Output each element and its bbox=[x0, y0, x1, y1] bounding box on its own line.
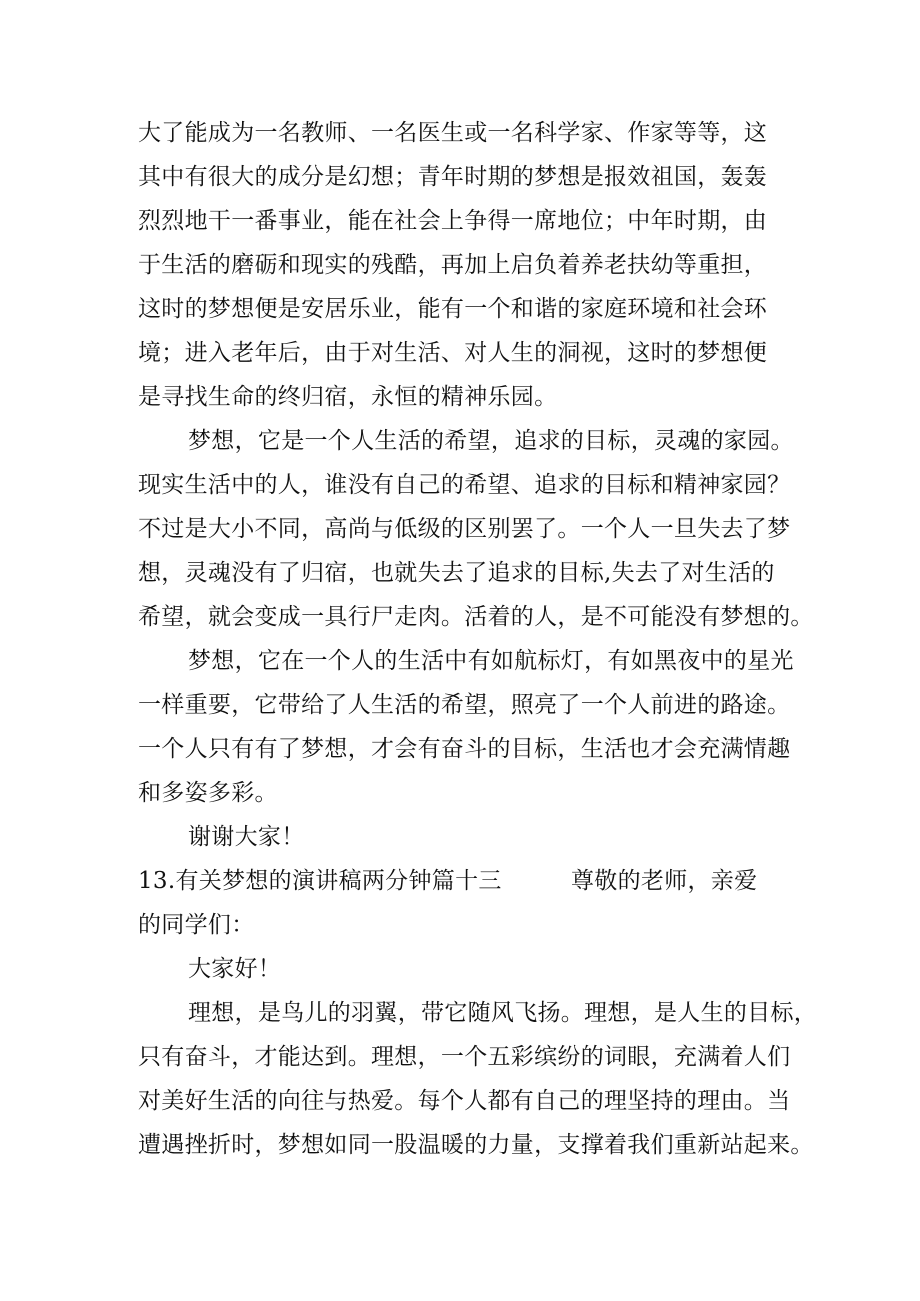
section-heading: 13.有关梦想的演讲稿两分钟篇十三 bbox=[138, 868, 502, 894]
text-line: 只有奋斗，才能达到。理想，一个五彩缤纷的词眼，充满着人们 bbox=[138, 1044, 791, 1070]
paragraph-start-line: 理想，是鸟儿的羽翼，带它随风飞扬。理想，是人生的目标， bbox=[188, 1000, 818, 1026]
text-line: 现实生活中的人，谁没有自己的希望、追求的目标和精神家园？ bbox=[138, 472, 791, 498]
text-line: 其中有很大的成分是幻想；青年时期的梦想是报效祖国，轰轰 bbox=[138, 164, 768, 190]
salutation-start: 尊敬的老师，亲爱 bbox=[571, 868, 758, 894]
text-line: 境；进入老年后，由于对生活、对人生的洞视，这时的梦想便 bbox=[138, 340, 768, 366]
text-line: 不过是大小不同，高尚与低级的区别罢了。一个人一旦失去了梦 bbox=[138, 516, 791, 542]
section-heading-line bbox=[138, 866, 758, 896]
text-line: 于生活的磨砺和现实的残酷，再加上启负着养老扶幼等重担， bbox=[138, 252, 768, 278]
text-line: 对美好生活的向往与热爱。每个人都有自己的理坚持的理由。当 bbox=[138, 1088, 791, 1114]
closing-line: 谢谢大家！ bbox=[188, 824, 305, 850]
text-line: 一个人只有有了梦想，才会有奋斗的目标，生活也才会充满情趣 bbox=[138, 736, 791, 762]
text-line: 是寻找生命的终归宿，永恒的精神乐园。 bbox=[138, 384, 558, 410]
text-line: 和多姿多彩。 bbox=[138, 780, 278, 806]
text-line: 一样重要，它带给了人生活的希望，照亮了一个人前进的路途。 bbox=[138, 692, 791, 718]
text-line: 遭遇挫折时，梦想如同一股温暖的力量，支撑着我们重新站起来。 bbox=[138, 1132, 814, 1158]
text-line: 希望，就会变成一具行尸走肉。活着的人，是不可能没有梦想的。 bbox=[138, 604, 814, 630]
text-line: 烈烈地干一番事业，能在社会上争得一席地位；中年时期，由 bbox=[138, 208, 768, 234]
text-line: 想，灵魂没有了归宿，也就失去了追求的目标,失去了对生活的 bbox=[138, 560, 775, 586]
text-line: 的同学们： bbox=[138, 912, 255, 938]
greeting-line: 大家好！ bbox=[188, 956, 282, 982]
paragraph-start-line: 梦想，它在一个人的生活中有如航标灯，有如黑夜中的星光 bbox=[188, 648, 794, 674]
text-line: 这时的梦想便是安居乐业，能有一个和谐的家庭环境和社会环 bbox=[138, 296, 768, 322]
text-line: 大了能成为一名教师、一名医生或一名科学家、作家等等，这 bbox=[138, 120, 768, 146]
paragraph-start-line: 梦想，它是一个人生活的希望，追求的目标，灵魂的家园。 bbox=[188, 428, 794, 454]
